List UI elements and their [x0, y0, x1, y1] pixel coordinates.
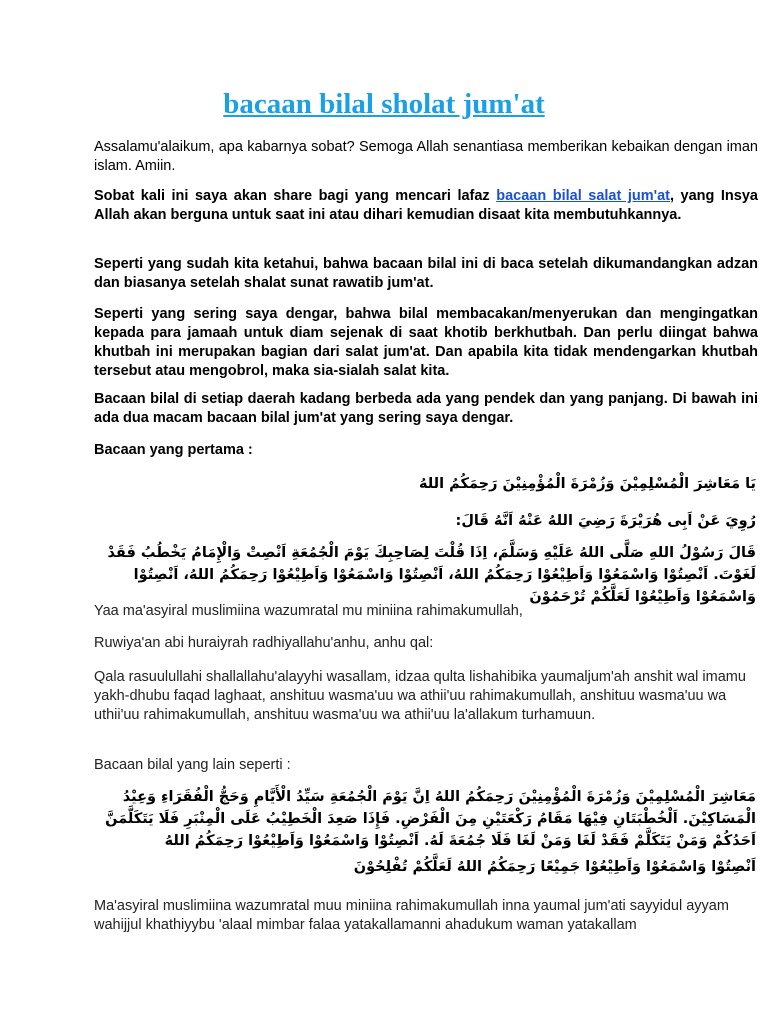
paragraph-explanation: Seperti yang sering saya dengar, bahwa bilal membacakan/menyerukan dan mengingatkan kepada para jamaah untuk diam sejenak di saat khotib berkhutbah. Dan perlu diingat bahwa khutbah ini merupakan bagian dari salat jum'at. Dan apabila kita tidak mendengarkan khutbah tersebut atau mengobrol, maka sia-sialah salat kita. — [94, 306, 758, 379]
paragraph-greeting: Assalamu'alaikum, apa kabarnya sobat? Semoga Allah senantiasa memberikan kebaikan dengan iman islam. Amiin. — [94, 139, 758, 174]
arabic-first-line-3: قَالَ رَسُوْلُ اللهِ صَلَّى اللهُ عَلَيْهِ وَسَلَّمَ، اِذَا قُلْتَ لِصَاحِبِكَ يَوْمَ الْجُمُعَةِ اَنْصِتْ وَالْإِمَامُ يَخْطُبُ فَقَدْ لَغَوْتَ. اَنْصِتُوْا وَاسْمَعُوْا وَاَطِيْعُوْا رَحِمَكُمُ اللهُ، اَنْصِتُوْا وَاسْمَعُوْا وَاَطِيْعُوْا رَحِمَكُمُ اللهُ، اَنْصِتُوْا وَاسْمَعُوْا وَاَطِيْعُوْا لَعَلَّكُمْ تُرْحَمُوْنَ — [107, 545, 756, 605]
intro-text-before: Sobat kali ini saya akan share bagi yang mencari lafaz — [94, 188, 497, 204]
paragraph-intro — [94, 187, 758, 225]
arabic-second-line-1: مَعَاشِرَ الْمُسْلِمِيْنَ وَزُمْرَةَ الْمُؤْمِنِيْنَ رَحِمَكُمُ اللهُ اِنَّ يَوْمَ الْجُمُعَةِ سَيِّدُ الْأَيَّامِ وَحَجُّ الْفُقَرَاءِ وَعِيْدُ الْمَسَاكِيْنَ. اَلْخُطْبَتَانِ فِيْهَا مَقَامُ رَكْعَتَيْنِ مِنَ الْفَرْضِ. فَإِذَا صَعِدَ الْخَطِيْبُ عَلَى الْمِنْبَرِ فَلَا يَتَكَلَّمَنَّ اَحَدُكُمْ وَمَنْ يَتَكَلَّمْ فَقَدْ لَغَا وَمَنْ لَغَا فَلَا جُمُعَةَ لَهُ. اَنْصِتُوْا وَاسْمَعُوْا وَاَطِيْعُوْا رَحِمَكُمُ اللهُ — [105, 789, 756, 849]
latin-first-line-3: Qala rasuulullahi shallallahu'alayyhi wasallam, idzaa qulta lishahibika yaumaljum'ah anshit wal imamu yakh-dhubu faqad laghaat, anshituu wasma'uu wa athii'uu rahimakumullah, anshituu wasma'uu wa uthii'uu rahimakumullah, anshituu wasma'uu wa athii'uu la'allakum turhamuun. — [94, 669, 746, 723]
arabic-first-line-2: رُوِيَ عَنْ اَبِى هُرَيْرَةَ رَضِيَ اللهُ عَنْهُ اَنَّهُ قَالَ: — [455, 513, 756, 529]
heading-second-reading: Bacaan bilal yang lain seperti : — [94, 757, 291, 773]
paragraph-variants: Bacaan bilal di setiap daerah kadang berbeda ada yang pendek dan yang panjang. Di bawah ini ada dua macam bacaan bilal jum'at yang sering saya dengar. — [94, 391, 758, 426]
bacaan-bilal-link[interactable]: bacaan bilal salat jum'at — [496, 188, 670, 204]
latin-first-line-2: Ruwiya'an abi huraiyrah radhiyallahu'anhu, anhu qal: — [94, 635, 434, 651]
paragraph-context: Seperti yang sudah kita ketahui, bahwa bacaan bilal ini di baca setelah dikumandangkan adzan dan biasanya setelah shalat sunat rawatib jum'at. — [94, 256, 758, 291]
arabic-second-line-2: اَنْصِتُوْا وَاسْمَعُوْا وَاَطِيْعُوْا جَمِيْعًا رَحِمَكُمُ اللهُ لَعَلَّكُمْ تُفْلِحُوْنَ — [353, 859, 756, 875]
page-title: bacaan bilal sholat jum'at — [223, 88, 545, 120]
latin-first-line-1: Yaa ma'asyiral muslimiina wazumratal mu miniina rahimakumullah, — [94, 603, 523, 619]
latin-second-paragraph: Ma'asyiral muslimiina wazumratal muu miniina rahimakumullah inna yaumal jum'ati sayyidul ayyam wahijjul khathiyybu 'alaal mimbar falaa yatakallamanni ahadukum waman yatakallam — [94, 898, 729, 933]
arabic-first-line-1: يَا مَعَاشِرَ الْمُسْلِمِيْنَ وَزُمْرَةَ الْمُؤْمِنِيْنَ رَحِمَكُمُ اللهُ — [418, 476, 756, 492]
intro-text-after: , yang Insya Allah akan berguna untuk saat ini atau dihari kemudian disaat kita membutuhkannya. — [94, 188, 758, 223]
heading-first-reading: Bacaan yang pertama : — [94, 442, 253, 458]
